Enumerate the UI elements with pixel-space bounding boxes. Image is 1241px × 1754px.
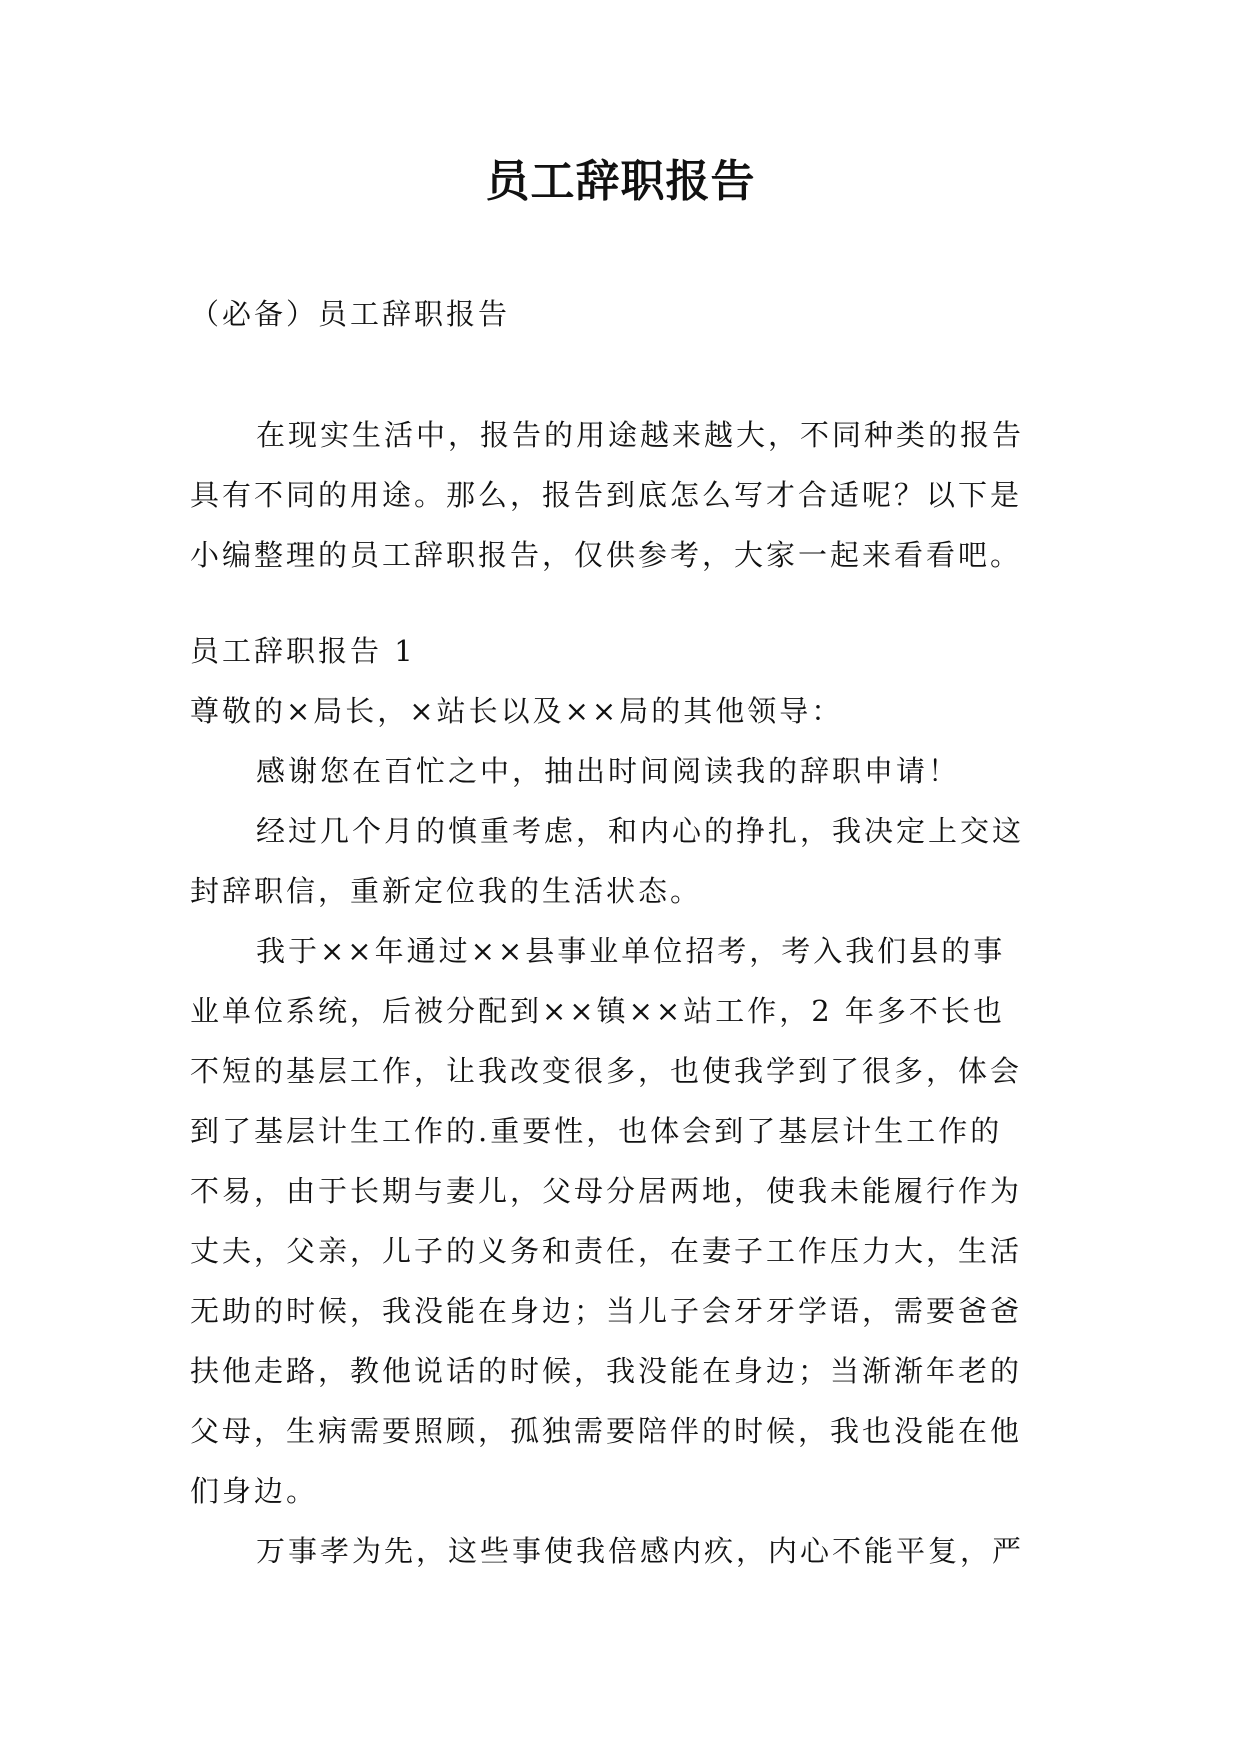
paragraph-line: 扶他走路，教他说话的时候，我没能在身边；当渐渐年老的 <box>190 1354 1023 1388</box>
paragraph-line: 到了基层计生工作的.重要性，也体会到了基层计生工作的 <box>190 1114 1003 1148</box>
paragraph-line: 业单位系统，后被分配到××镇××站工作，2 年多不长也 <box>190 994 1005 1028</box>
paragraph-line: 不易，由于长期与妻儿，父母分居两地，使我未能履行作为 <box>190 1174 1023 1208</box>
paragraph-line: 们身边。 <box>190 1474 319 1508</box>
document-body <box>190 405 1060 1581</box>
paragraph-line: 封辞职信，重新定位我的生活状态。 <box>190 874 703 908</box>
document-subtitle: （必备）员工辞职报告 <box>190 297 511 331</box>
paragraph-line: 父母，生病需要照顾，孤独需要陪伴的时候，我也没能在他 <box>190 1414 1023 1448</box>
intro-line: 具有不同的用途。那么，报告到底怎么写才合适呢？以下是 <box>190 478 1023 512</box>
paragraph-line: 感谢您在百忙之中，抽出时间阅读我的辞职申请！ <box>256 754 961 788</box>
paragraph-line: 经过几个月的慎重考虑，和内心的挣扎，我决定上交这 <box>256 814 1025 848</box>
paragraph-line: 万事孝为先，这些事使我倍感内疚，内心不能平复，严 <box>256 1534 1025 1568</box>
intro-line: 小编整理的员工辞职报告，仅供参考，大家一起来看看吧。 <box>190 538 1023 572</box>
paragraph-line: 不短的基层工作，让我改变很多，也使我学到了很多，体会 <box>190 1054 1023 1088</box>
paragraph-line: 无助的时候，我没能在身边；当儿子会牙牙学语，需要爸爸 <box>190 1294 1023 1328</box>
section-heading: 员工辞职报告 1 <box>190 634 416 668</box>
intro-line: 在现实生活中，报告的用途越来越大，不同种类的报告 <box>256 418 1025 452</box>
document-title: 员工辞职报告 <box>485 156 756 207</box>
paragraph-line: 丈夫，父亲，儿子的义务和责任，在妻子工作压力大，生活 <box>190 1234 1023 1268</box>
salutation: 尊敬的×局长，×站长以及××局的其他领导： <box>190 694 844 728</box>
paragraph-line: 我于××年通过××县事业单位招考，考入我们县的事 <box>256 934 1006 968</box>
